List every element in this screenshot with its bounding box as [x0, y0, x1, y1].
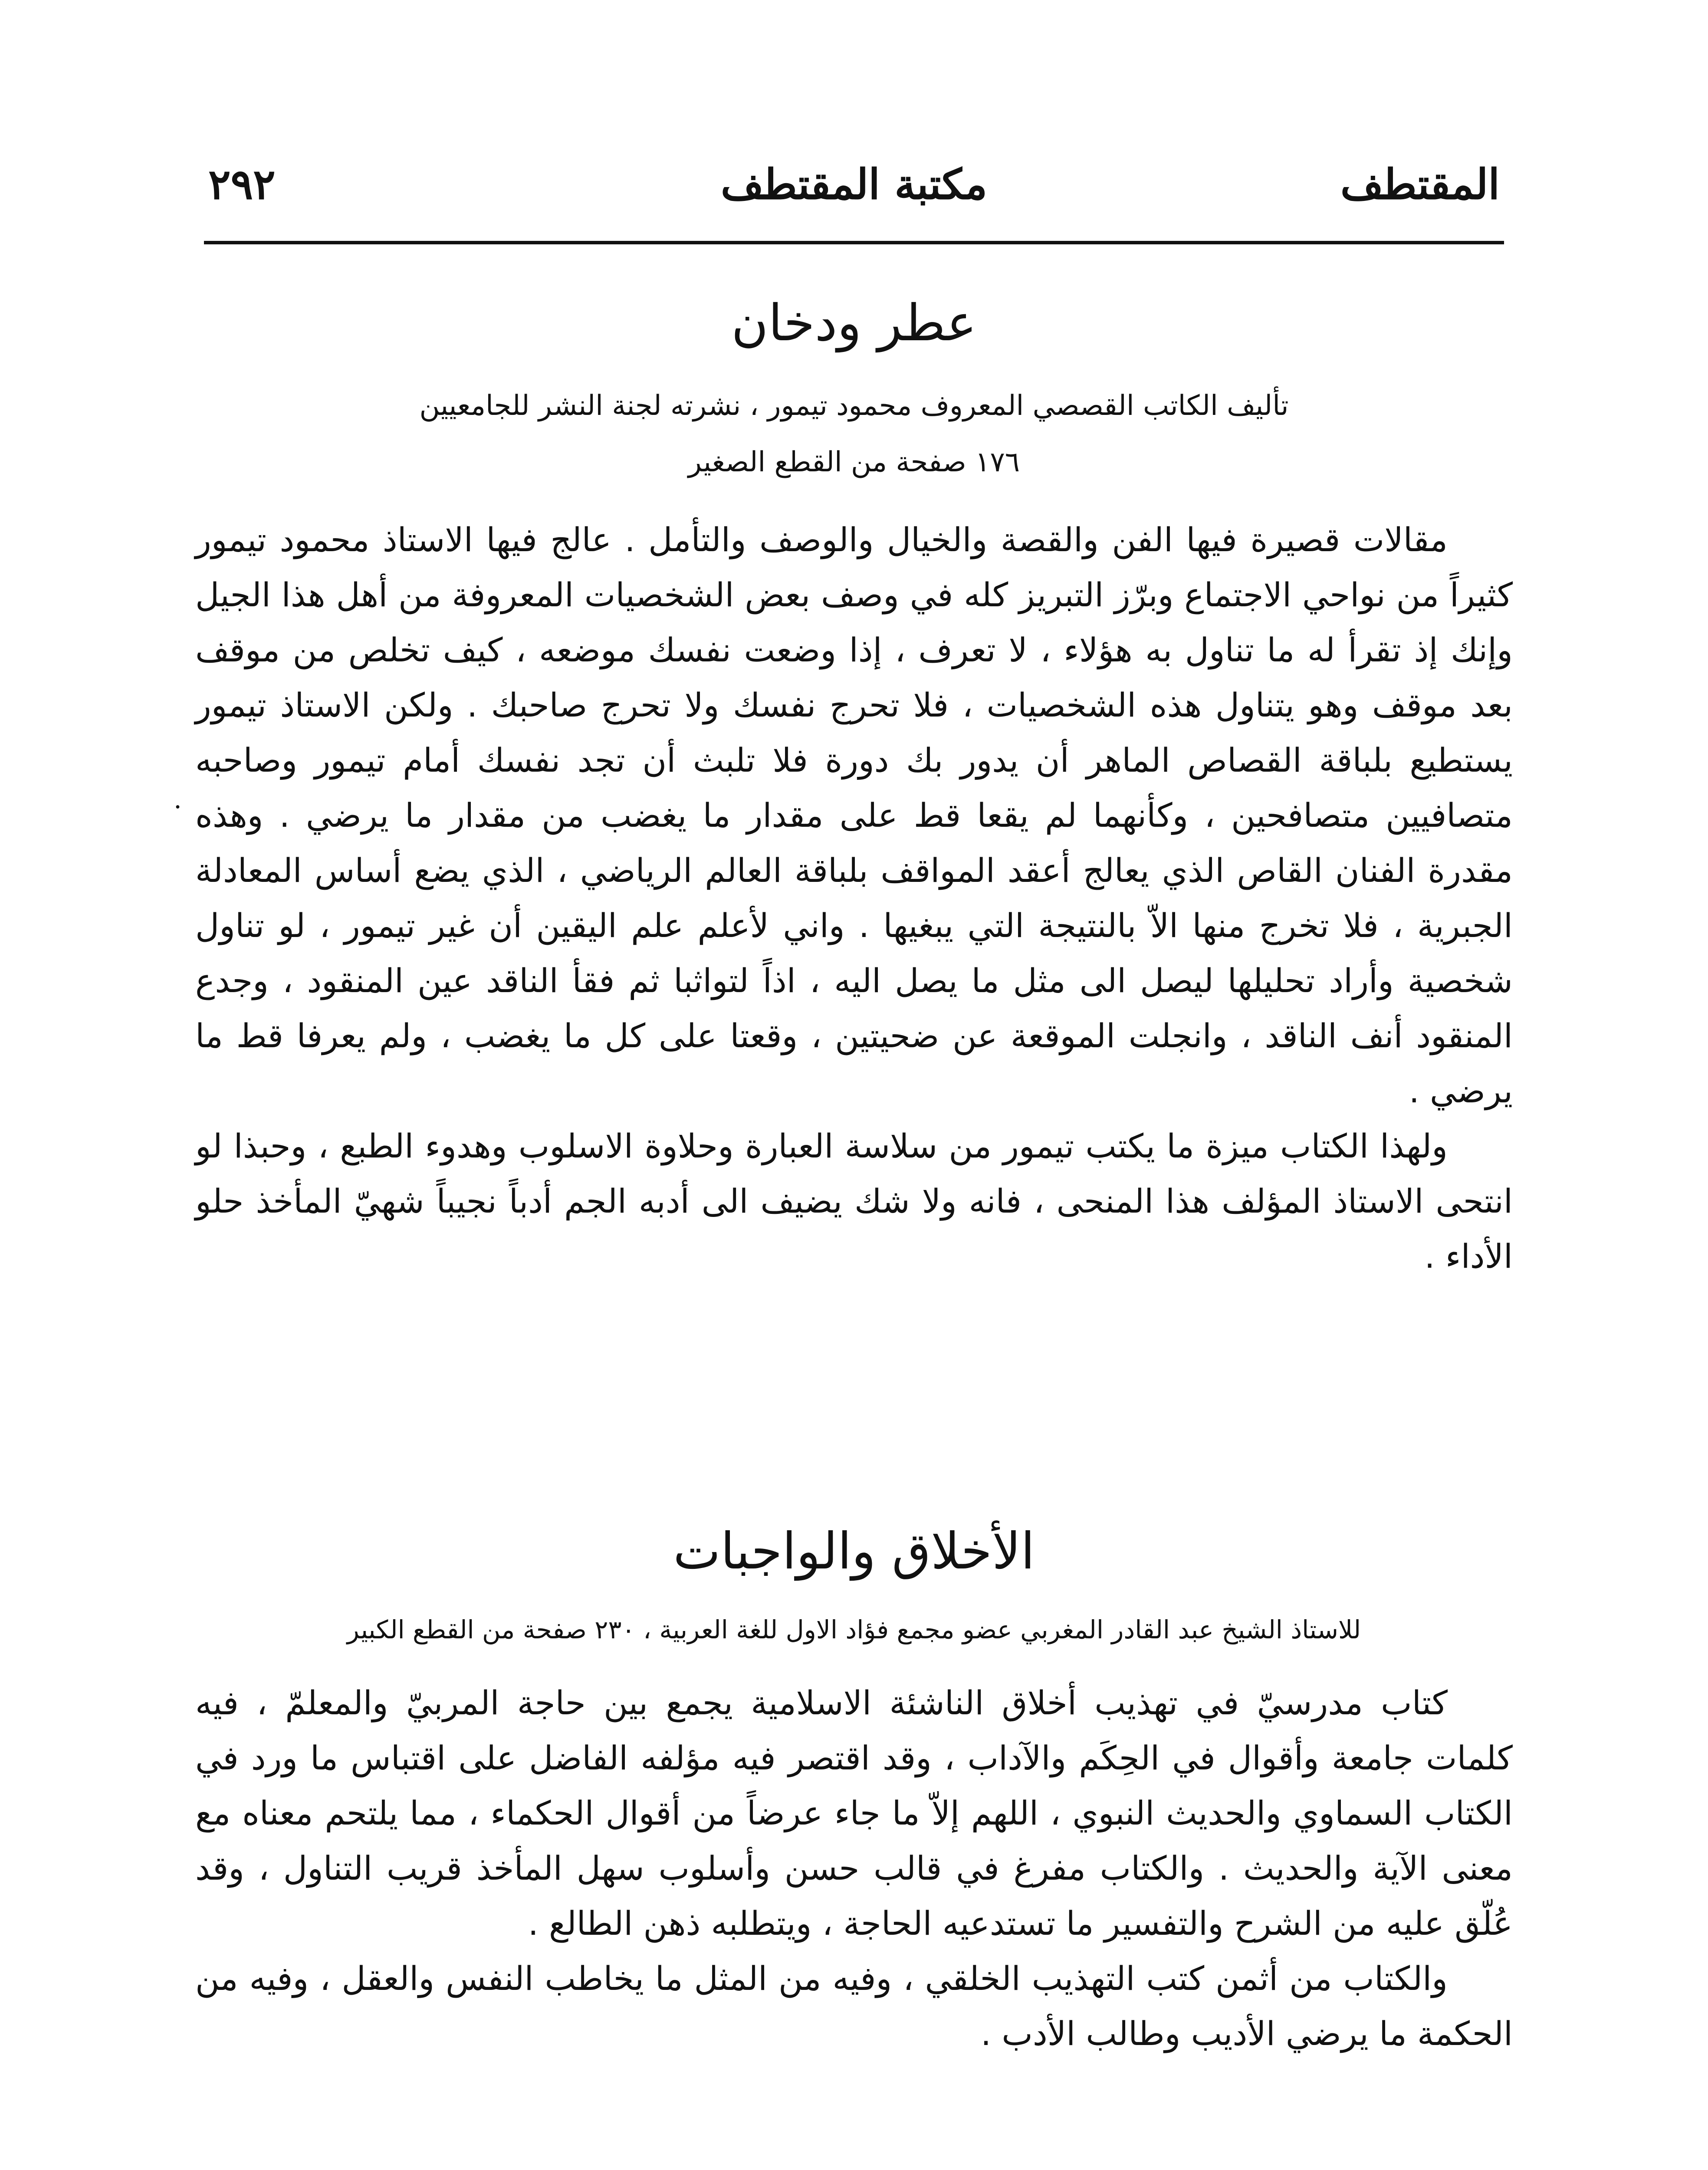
review-2-title: الأخلاق والواجبات [673, 1522, 1035, 1581]
page-number: ٢٩٢ [208, 160, 276, 209]
journal-name: المقتطف [1340, 160, 1500, 209]
review-2-body [195, 1675, 1513, 2061]
section-title: مكتبة المقتطف [720, 160, 988, 209]
margin-dot: · [174, 792, 182, 822]
review-1-title: عطر ودخان [731, 294, 977, 352]
review-2-paragraph-1: كتاب مدرسيّ في تهذيب أخلاق الناشئة الاسلامية يجمع بين حاجة المربيّ والمعلمّ ، فيه كلمات جامعة وأقوال في الحِكَم والآداب ، وقد اقتصر فيه مؤلفه الفاضل على اقتباس ما ورد في الكتاب السماوي والحديث النبوي ، اللهم إلاّ ما جاء عرضاً من أقوال الحكماء ، مما يلتحم معناه مع معنى الآية والحديث . والكتاب مفرغ في قالب حسن وأسلوب سهل المأخذ قريب التناول ، وقد عُلّق عليه من الشرح والتفسير ما تستدعيه الحاجة ، ويتطلبه ذهن الطالع . [195, 1683, 1513, 1943]
review-1-paragraph-1: مقالات قصيرة فيها الفن والقصة والخيال والوصف والتأمل . عالج فيها الاستاذ محمود تيمور كثيراً من نواحي الاجتماع وبرّز التبريز كله في وصف بعض الشخصيات المعروفة من أهل هذا الجيل وإنك إذ تقرأ له ما تناول به هؤلاء ، لا تعرف ، إذا وضعت نفسك موضعه ، كيف تخلص من موقف بعد موقف وهو يتناول هذه الشخصيات ، فلا تحرج نفسك ولا تحرج صاحبك . ولكن الاستاذ تيمور يستطيع بلباقة القصاص الماهر أن يدور بك دورة فلا تلبث أن تجد نفسك أمام تيمور وصاحبه متصافيين متصافحين ، وكأنهما لم يقعا قط على مقدار ما يغضب من مقدار ما يرضي . وهذه مقدرة الفنان القاص الذي يعالج أعقد المواقف بلباقة العالم الرياضي ، الذي يضع أساس المعادلة الجبرية ، فلا تخرج منها الاّ بالنتيجة التي يبغيها . واني لأعلم علم اليقين أن غير تيمور ، لو تناول شخصية وأراد تحليلها ليصل الى مثل ما يصل اليه ، اذاً لتواثبا ثم فقأ الناقد عين المنقود ، وجدع المنقود أنف الناقد ، وانجلت الموقعة عن ضحيتين ، وقعتا على كل ما يغضب ، ولم يعرفا قط ما يرضي . [195, 520, 1513, 1110]
review-1-paragraph-2: ولهذا الكتاب ميزة ما يكتب تيمور من سلاسة العبارة وحلاوة الاسلوب وهدوء الطبع ، وحبذا لو انتحى الاستاذ المؤلف هذا المنحى ، فانه ولا شك يضيف الى أدبه الجم أدباً نجيباً شهيّ المأخذ حلو الأداء . [195, 1127, 1513, 1276]
running-header [204, 154, 1504, 215]
review-1-pages-line: ١٧٦ صفحة من القطع الصغير [688, 446, 1020, 478]
review-1-body [195, 512, 1513, 1284]
header-rule [204, 241, 1504, 244]
review-2-author-line: للاستاذ الشيخ عبد القادر المغربي عضو مجمع فؤاد الاول للغة العربية ، ٢٣٠ صفحة من القطع الكبير [347, 1615, 1361, 1644]
review-2-paragraph-2: والكتاب من أثمن كتب التهذيب الخلقي ، وفيه من المثل ما يخاطب النفس والعقل ، وفيه من الحكمة ما يرضي الأديب وطالب الأدب . [195, 1959, 1513, 2053]
review-1-author-line: تأليف الكاتب القصصي المعروف محمود تيمور ، نشرته لجنة النشر للجامعيين [419, 390, 1289, 422]
